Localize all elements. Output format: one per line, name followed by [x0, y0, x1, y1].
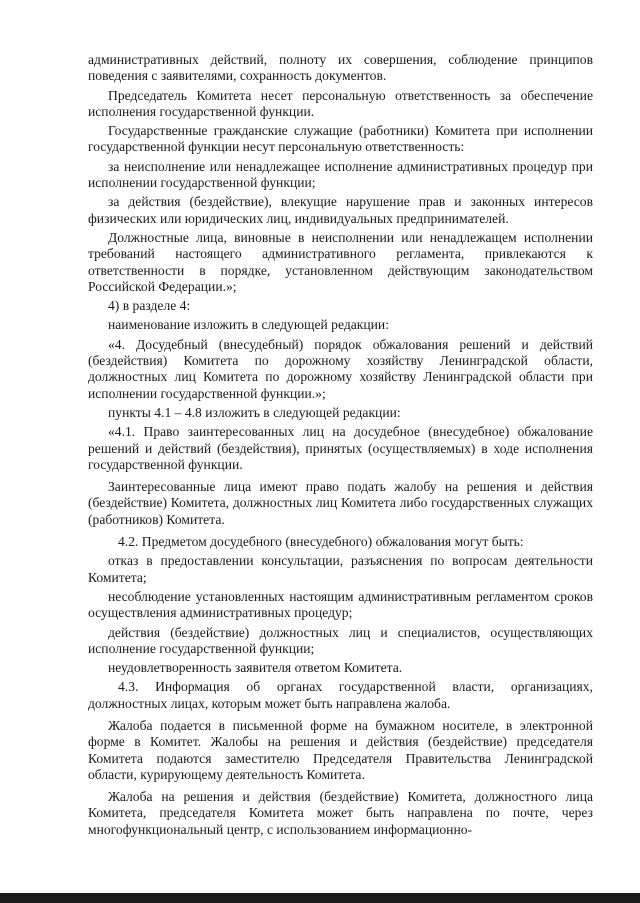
paragraph-section-4-title: «4. Досудебный (внесудебный) порядок обжалования решений и действий (бездействия) Комитета по дорожному хозяйству Ленинградской области, должностных лиц Комитета по дорожному хозяйству Ленинградской области при исполнении государственной функции.»; [88, 336, 593, 401]
paragraph-admin-actions: административных действий, полноту их совершения, соблюдение принципов поведения с заявителями, сохранность документов. [88, 52, 593, 84]
paragraph-servants-responsibility: Государственные гражданские служащие (работники) Комитета при исполнении государственной функции несут персональную ответственность: [88, 123, 593, 155]
paragraph-section-4: 4) в разделе 4: [108, 298, 191, 314]
list-item-refusal: отказ в предоставлении консультации, разъяснения по вопросам деятельности Комитета; [88, 553, 593, 585]
list-item-dissatisfaction: неудовлетворенность заявителя ответом Комитета. [108, 660, 403, 676]
paragraph-items-instruction: пункты 4.1 – 4.8 изложить в следующей редакции: [108, 404, 401, 420]
paragraph-4-2: 4.2. Предметом досудебного (внесудебного) обжалования могут быть: [118, 534, 524, 550]
paragraph-nonperformance: за неисполнение или ненадлежащее исполнение административных процедур при исполнении государственной функции; [88, 158, 593, 191]
document-page [88, 52, 593, 838]
paragraph-violations: за действия (бездействие), влекущие нарушение прав и законных интересов физических или юридических лиц, индивидуальных предпринимателей. [88, 194, 593, 226]
paragraph-title-instruction: наименование изложить в следующей редакции: [108, 317, 389, 333]
paragraph-complaint-form: Жалоба подается в письменной форме на бумажном носителе, в электронной форме в Комитет. Жалобы на решения и действия (бездействие) председателя Комитета подаются заместителю Председателя Правительства Ленинградской области, курирующему деятельность Комитета. [88, 717, 593, 782]
paragraph-4-1: «4.1. Право заинтересованных лиц на досудебное (внесудебное) обжалование решений и действий (бездействия), принятых (осуществляемых) в ходе исполнения государственной функции. [88, 424, 593, 472]
paragraph-chairman-responsibility: Председатель Комитета несет персональную ответственность за обеспечение исполнения государственной функции. [88, 87, 593, 119]
paragraph-officials-liability: Должностные лица, виновные в неисполнении или ненадлежащем исполнении требований настоящего административного регламента, привлекаются к ответственности в порядке, установленном действующим законодательством Российской Федерации.»; [88, 229, 593, 294]
paragraph-complaint-channels: Жалоба на решения и действия (бездействие) Комитета, должностного лица Комитета, председателя Комитета может быть направлена по почте, через многофункциональный центр, с использованием информационно- [88, 789, 593, 837]
list-item-actions: действия (бездействие) должностных лиц и специалистов, осуществляющих исполнение государственной функции; [88, 624, 593, 656]
list-item-deadlines: несоблюдение установленных настоящим административным регламентом сроков осуществления административных процедур; [88, 588, 593, 621]
paragraph-complaint-right: Заинтересованные лица имеют право подать жалобу на решения и действия (бездействие) Комитета, должностных лиц Комитета либо государственных служащих (работников) Комитета. [88, 479, 593, 527]
scan-edge-bar [0, 893, 640, 903]
paragraph-4-3: 4.3. Информация об органах государственной власти, организациях, должностных лицах, которым может быть направлена жалоба. [88, 679, 593, 711]
